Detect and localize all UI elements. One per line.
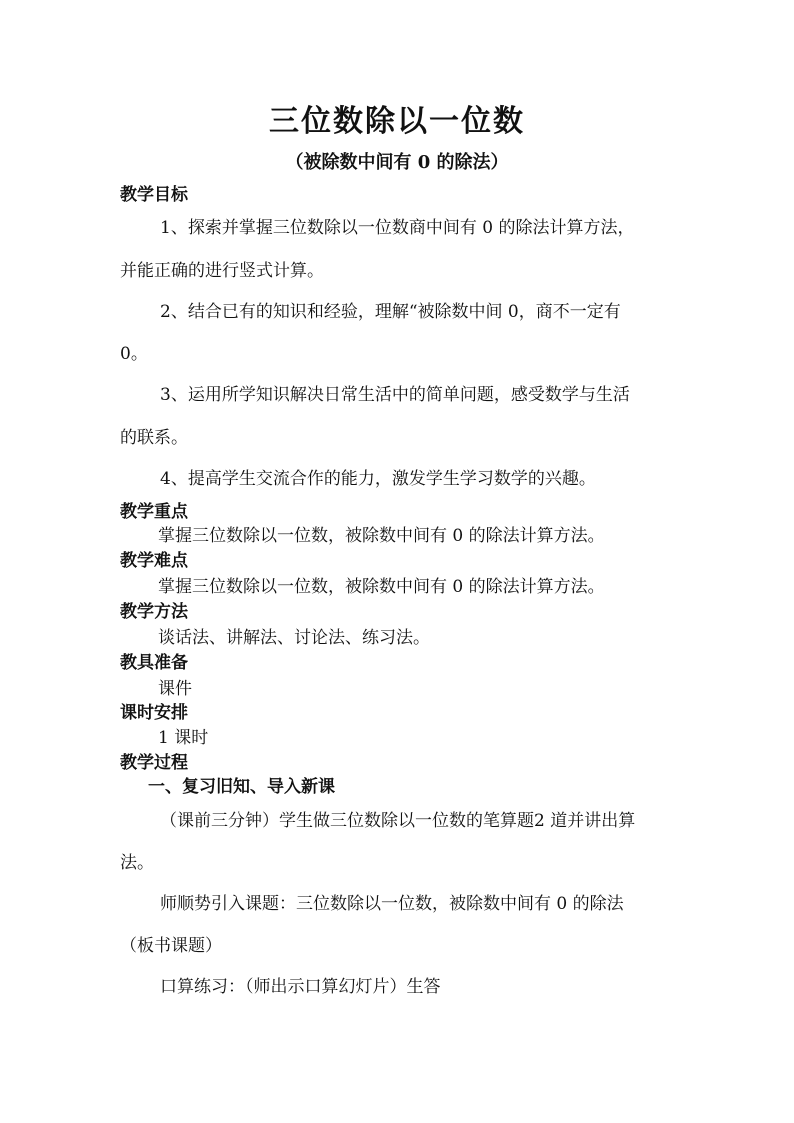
process-heading: 教学过程 bbox=[120, 753, 188, 773]
methods-heading: 教学方法 bbox=[120, 602, 188, 622]
goal-item-1-line-1: 1、探索并掌握三位数除以一位数商中间有 0 的除法计算方法， bbox=[160, 218, 635, 238]
document-title: 三位数除以一位数 bbox=[269, 104, 525, 139]
process-paragraph-1-line-1: （课前三分钟）学生做三位数除以一位数的笔算题2 道并讲出算 bbox=[160, 811, 636, 831]
materials-heading: 教具准备 bbox=[120, 653, 188, 673]
methods-text: 谈话法、讲解法、讨论法、练习法。 bbox=[158, 628, 430, 648]
goal-item-3-line-1: 3、运用所学知识解决日常生活中的简单问题，感受数学与生活 bbox=[160, 385, 630, 405]
difficulties-text: 掌握三位数除以一位数，被除数中间有 0 的除法计算方法。 bbox=[158, 577, 605, 597]
goals-heading: 教学目标 bbox=[120, 185, 188, 205]
document-subtitle: （被除数中间有 0 的除法） bbox=[285, 152, 509, 173]
goal-item-2-line-2: 0。 bbox=[120, 344, 148, 364]
process-paragraph-2-line-1: 师顺势引入课题：三位数除以一位数，被除数中间有 0 的除法 bbox=[160, 894, 624, 914]
key-points-heading: 教学重点 bbox=[120, 502, 188, 522]
schedule-heading: 课时安排 bbox=[120, 703, 188, 723]
materials-text: 课件 bbox=[158, 679, 192, 699]
goal-item-3-line-2: 的联系。 bbox=[120, 428, 188, 448]
goal-item-2-line-1: 2、结合已有的知识和经验，理解“被除数中间 0，商不一定有 bbox=[160, 302, 621, 322]
process-paragraph-2-line-2: （板书课题） bbox=[120, 936, 222, 956]
process-paragraph-3: 口算练习：（师出示口算幻灯片）生答 bbox=[160, 977, 441, 997]
goal-item-1-line-2: 并能正确的进行竖式计算。 bbox=[120, 261, 324, 281]
difficulties-heading: 教学难点 bbox=[120, 551, 188, 571]
process-step-1-heading: 一、复习旧知、导入新课 bbox=[148, 777, 335, 797]
key-points-text: 掌握三位数除以一位数，被除数中间有 0 的除法计算方法。 bbox=[158, 526, 605, 546]
process-paragraph-1-line-2: 法。 bbox=[120, 853, 154, 873]
schedule-text: 1 课时 bbox=[158, 728, 209, 748]
goal-item-4: 4、提高学生交流合作的能力，激发学生学习数学的兴趣。 bbox=[160, 469, 596, 489]
